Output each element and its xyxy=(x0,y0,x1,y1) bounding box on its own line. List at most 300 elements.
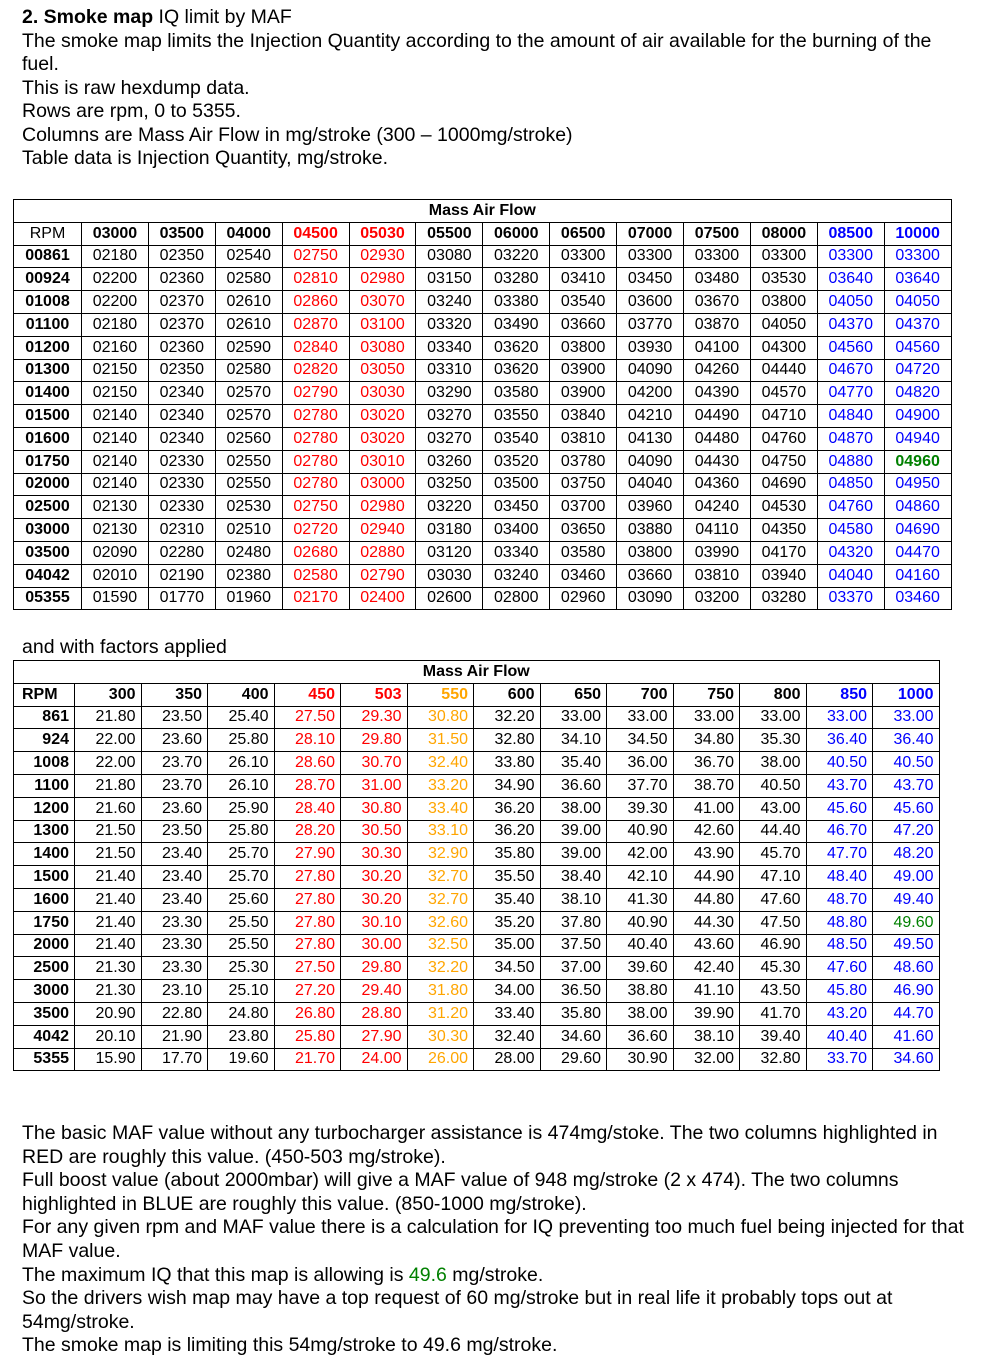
iq-cell: 02560 xyxy=(215,427,282,450)
iq-cell: 45.80 xyxy=(806,980,873,1003)
iq-cell: 27.20 xyxy=(274,980,341,1003)
iq-cell: 03080 xyxy=(349,336,416,359)
iq-cell: 34.90 xyxy=(474,774,541,797)
table-row xyxy=(14,359,952,382)
iq-cell: 42.00 xyxy=(607,843,674,866)
iq-cell: 46.70 xyxy=(806,820,873,843)
iq-cell: 21.40 xyxy=(75,911,142,934)
iq-cell: 26.10 xyxy=(208,774,275,797)
iq-cell: 43.70 xyxy=(806,774,873,797)
iq-cell: 15.90 xyxy=(75,1048,142,1071)
iq-cell: 03480 xyxy=(684,268,751,291)
iq-cell: 34.80 xyxy=(673,729,740,752)
iq-cell: 48.60 xyxy=(873,957,940,980)
iq-cell: 03770 xyxy=(617,313,684,336)
iq-cell: 02780 xyxy=(282,450,349,473)
iq-cell: 03640 xyxy=(884,268,951,291)
explanation-paragraph xyxy=(22,1264,972,1288)
table-row xyxy=(14,245,952,268)
iq-cell: 31.20 xyxy=(407,1002,474,1025)
iq-cell: 03340 xyxy=(483,541,550,564)
iq-cell: 33.00 xyxy=(740,706,807,729)
table-row xyxy=(14,450,952,473)
iq-cell: 25.90 xyxy=(208,797,275,820)
iq-cell: 02170 xyxy=(282,587,349,610)
rpm-cell: 00861 xyxy=(14,245,82,268)
iq-cell: 04570 xyxy=(750,382,817,405)
iq-cell: 03520 xyxy=(483,450,550,473)
iq-cell: 02510 xyxy=(215,519,282,542)
iq-cell: 02790 xyxy=(282,382,349,405)
iq-cell: 02160 xyxy=(82,336,149,359)
iq-cell: 39.40 xyxy=(740,1025,807,1048)
iq-cell: 27.80 xyxy=(274,934,341,957)
iq-cell: 03540 xyxy=(483,427,550,450)
iq-cell: 03050 xyxy=(349,359,416,382)
iq-cell: 33.00 xyxy=(540,706,607,729)
iq-cell: 04300 xyxy=(750,336,817,359)
iq-cell: 21.50 xyxy=(75,843,142,866)
iq-cell: 38.40 xyxy=(540,866,607,889)
iq-cell: 02370 xyxy=(148,313,215,336)
iq-cell: 03450 xyxy=(483,496,550,519)
iq-cell: 44.70 xyxy=(873,1002,940,1025)
iq-cell: 37.50 xyxy=(540,934,607,957)
iq-cell: 03650 xyxy=(550,519,617,542)
iq-cell: 23.50 xyxy=(141,706,208,729)
iq-cell: 43.90 xyxy=(673,843,740,866)
iq-cell: 25.60 xyxy=(208,888,275,911)
iq-cell: 23.40 xyxy=(141,866,208,889)
iq-cell: 04770 xyxy=(817,382,884,405)
rpm-cell: 1750 xyxy=(14,911,75,934)
iq-cell: 03090 xyxy=(617,587,684,610)
table-row xyxy=(14,866,940,889)
iq-cell: 03410 xyxy=(550,268,617,291)
iq-cell: 28.80 xyxy=(341,1002,408,1025)
iq-cell: 33.00 xyxy=(873,706,940,729)
rpm-cell: 3500 xyxy=(14,1002,75,1025)
iq-cell: 02180 xyxy=(82,245,149,268)
table-row xyxy=(14,382,952,405)
iq-cell: 43.70 xyxy=(873,774,940,797)
iq-cell: 03380 xyxy=(483,291,550,314)
rpm-cell: 2000 xyxy=(14,934,75,957)
iq-cell: 47.20 xyxy=(873,820,940,843)
iq-cell: 46.90 xyxy=(873,980,940,1003)
table-row xyxy=(14,934,940,957)
iq-cell: 21.40 xyxy=(75,866,142,889)
iq-cell: 03220 xyxy=(416,496,483,519)
maf-column-header: 450 xyxy=(274,683,341,706)
iq-cell: 43.50 xyxy=(740,980,807,1003)
iq-cell: 02190 xyxy=(148,564,215,587)
iq-cell: 41.30 xyxy=(607,888,674,911)
iq-cell: 02010 xyxy=(82,564,149,587)
iq-cell: 33.10 xyxy=(407,820,474,843)
iq-cell: 04110 xyxy=(684,519,751,542)
table-row xyxy=(14,888,940,911)
iq-cell: 47.60 xyxy=(740,888,807,911)
iq-cell: 30.30 xyxy=(341,843,408,866)
iq-cell: 03580 xyxy=(550,541,617,564)
iq-cell: 22.00 xyxy=(75,752,142,775)
iq-cell: 03810 xyxy=(684,564,751,587)
iq-cell: 36.60 xyxy=(607,1025,674,1048)
iq-cell: 02130 xyxy=(82,496,149,519)
iq-cell: 03800 xyxy=(750,291,817,314)
iq-cell: 23.30 xyxy=(141,957,208,980)
iq-cell: 49.60 xyxy=(873,911,940,934)
iq-cell: 03000 xyxy=(349,473,416,496)
iq-cell: 32.70 xyxy=(407,866,474,889)
iq-cell: 04530 xyxy=(750,496,817,519)
iq-cell: 41.60 xyxy=(873,1025,940,1048)
maf-column-header: 10000 xyxy=(884,222,951,245)
iq-cell: 03670 xyxy=(684,291,751,314)
iq-cell: 04850 xyxy=(817,473,884,496)
iq-cell: 34.10 xyxy=(540,729,607,752)
iq-cell: 03020 xyxy=(349,405,416,428)
iq-cell: 04470 xyxy=(884,541,951,564)
iq-cell: 25.50 xyxy=(208,911,275,934)
iq-cell: 36.00 xyxy=(607,752,674,775)
iq-cell: 23.70 xyxy=(141,752,208,775)
maf-column-header: 07000 xyxy=(617,222,684,245)
iq-cell: 49.40 xyxy=(873,888,940,911)
iq-cell: 02340 xyxy=(148,427,215,450)
iq-cell: 03010 xyxy=(349,450,416,473)
explanation-paragraph: The smoke map is limiting this 54mg/stroke to 49.6 mg/stroke. xyxy=(22,1334,558,1357)
table-row xyxy=(14,313,952,336)
iq-cell: 03290 xyxy=(416,382,483,405)
iq-cell: 02750 xyxy=(282,245,349,268)
iq-cell: 26.00 xyxy=(407,1048,474,1071)
rpm-cell: 01100 xyxy=(14,313,82,336)
iq-cell: 03660 xyxy=(617,564,684,587)
rpm-cell: 01500 xyxy=(14,405,82,428)
rpm-cell: 4042 xyxy=(14,1025,75,1048)
rpm-cell: 00924 xyxy=(14,268,82,291)
iq-cell: 35.50 xyxy=(474,866,541,889)
iq-cell: 36.20 xyxy=(474,797,541,820)
iq-cell: 02780 xyxy=(282,405,349,428)
iq-cell: 30.80 xyxy=(341,797,408,820)
rpm-cell: 2500 xyxy=(14,957,75,980)
iq-cell: 03100 xyxy=(349,313,416,336)
iq-cell: 02200 xyxy=(82,268,149,291)
table-row xyxy=(14,496,952,519)
iq-cell: 21.40 xyxy=(75,934,142,957)
iq-cell: 04840 xyxy=(817,405,884,428)
iq-cell: 03030 xyxy=(416,564,483,587)
table-row xyxy=(14,405,952,428)
maf-column-header: 05030 xyxy=(349,222,416,245)
iq-cell: 23.60 xyxy=(141,729,208,752)
iq-cell: 29.30 xyxy=(341,706,408,729)
iq-cell: 04260 xyxy=(684,359,751,382)
maf-column-header: 400 xyxy=(208,683,275,706)
maf-column-header: 850 xyxy=(806,683,873,706)
iq-cell: 03080 xyxy=(416,245,483,268)
table-row xyxy=(14,729,940,752)
rpm-cell: 3000 xyxy=(14,980,75,1003)
factors-label: and with factors applied xyxy=(22,636,227,658)
iq-cell: 32.90 xyxy=(407,843,474,866)
iq-cell: 02530 xyxy=(215,496,282,519)
iq-cell: 42.60 xyxy=(673,820,740,843)
iq-cell: 28.20 xyxy=(274,820,341,843)
iq-cell: 03810 xyxy=(550,427,617,450)
iq-cell: 33.00 xyxy=(607,706,674,729)
maf-column-header: 503 xyxy=(341,683,408,706)
iq-cell: 32.60 xyxy=(407,911,474,934)
iq-cell: 03460 xyxy=(884,587,951,610)
iq-cell: 32.70 xyxy=(407,888,474,911)
iq-cell: 03270 xyxy=(416,405,483,428)
iq-cell: 42.40 xyxy=(673,957,740,980)
rpm-cell: 01008 xyxy=(14,291,82,314)
iq-cell: 04350 xyxy=(750,519,817,542)
rpm-cell: 01300 xyxy=(14,359,82,382)
iq-cell: 38.00 xyxy=(740,752,807,775)
iq-cell: 34.00 xyxy=(474,980,541,1003)
iq-cell: 02130 xyxy=(82,519,149,542)
section-heading xyxy=(22,6,972,30)
iq-cell: 02790 xyxy=(349,564,416,587)
iq-cell: 02550 xyxy=(215,450,282,473)
rpm-header: RPM xyxy=(14,222,82,245)
iq-cell: 04560 xyxy=(884,336,951,359)
iq-cell: 38.10 xyxy=(673,1025,740,1048)
iq-cell: 04360 xyxy=(684,473,751,496)
iq-cell: 23.40 xyxy=(141,843,208,866)
iq-cell: 03880 xyxy=(617,519,684,542)
table-row xyxy=(14,1025,940,1048)
iq-cell: 04860 xyxy=(884,496,951,519)
iq-cell: 02480 xyxy=(215,541,282,564)
iq-cell: 03530 xyxy=(750,268,817,291)
iq-cell: 02860 xyxy=(282,291,349,314)
iq-cell: 35.40 xyxy=(540,752,607,775)
iq-cell: 02800 xyxy=(483,587,550,610)
maf-column-header: 650 xyxy=(540,683,607,706)
rpm-cell: 01750 xyxy=(14,450,82,473)
iq-cell: 02680 xyxy=(282,541,349,564)
iq-cell: 02570 xyxy=(215,405,282,428)
iq-cell: 36.60 xyxy=(540,774,607,797)
iq-cell: 26.80 xyxy=(274,1002,341,1025)
iq-cell: 03300 xyxy=(617,245,684,268)
iq-cell: 02980 xyxy=(349,268,416,291)
iq-cell: 02940 xyxy=(349,519,416,542)
iq-cell: 02610 xyxy=(215,313,282,336)
iq-cell: 39.30 xyxy=(607,797,674,820)
iq-cell: 40.40 xyxy=(806,1025,873,1048)
maf-column-header: 1000 xyxy=(873,683,940,706)
iq-cell: 20.90 xyxy=(75,1002,142,1025)
iq-cell: 04940 xyxy=(884,427,951,450)
intro-line: Table data is Injection Quantity, mg/stroke. xyxy=(22,147,388,169)
iq-cell: 04040 xyxy=(817,564,884,587)
table-row xyxy=(14,268,952,291)
iq-cell: 02570 xyxy=(215,382,282,405)
table-row xyxy=(14,336,952,359)
iq-cell: 43.20 xyxy=(806,1002,873,1025)
iq-cell: 03280 xyxy=(750,587,817,610)
table-row xyxy=(14,911,940,934)
iq-cell: 03460 xyxy=(550,564,617,587)
iq-cell: 02310 xyxy=(148,519,215,542)
iq-cell: 22.00 xyxy=(75,729,142,752)
iq-cell: 34.60 xyxy=(540,1025,607,1048)
iq-cell: 47.70 xyxy=(806,843,873,866)
table-row xyxy=(14,843,940,866)
iq-cell: 04950 xyxy=(884,473,951,496)
iq-cell: 35.30 xyxy=(740,729,807,752)
iq-cell: 34.50 xyxy=(474,957,541,980)
iq-cell: 40.90 xyxy=(607,911,674,934)
iq-cell: 04580 xyxy=(817,519,884,542)
rpm-cell: 03500 xyxy=(14,541,82,564)
iq-cell: 30.00 xyxy=(341,934,408,957)
iq-cell: 33.20 xyxy=(407,774,474,797)
intro-line: The smoke map limits the Injection Quantity according to the amount of air available for the burning of the fuel. xyxy=(22,29,932,75)
iq-cell: 23.80 xyxy=(208,1025,275,1048)
iq-cell: 02340 xyxy=(148,382,215,405)
iq-cell: 21.70 xyxy=(274,1048,341,1071)
factor-applied-table xyxy=(13,660,940,1071)
iq-cell: 03250 xyxy=(416,473,483,496)
iq-cell: 25.10 xyxy=(208,980,275,1003)
iq-cell: 04090 xyxy=(617,359,684,382)
iq-cell: 29.80 xyxy=(341,957,408,980)
iq-cell: 44.40 xyxy=(740,820,807,843)
iq-cell: 04750 xyxy=(750,450,817,473)
rpm-cell: 1200 xyxy=(14,797,75,820)
iq-cell: 44.30 xyxy=(673,911,740,934)
iq-cell: 44.90 xyxy=(673,866,740,889)
maf-column-header: 04000 xyxy=(215,222,282,245)
iq-cell: 32.20 xyxy=(474,706,541,729)
iq-cell: 04050 xyxy=(884,291,951,314)
iq-cell: 02090 xyxy=(82,541,149,564)
iq-cell: 31.50 xyxy=(407,729,474,752)
maf-column-header: 600 xyxy=(474,683,541,706)
maf-column-header: 08000 xyxy=(750,222,817,245)
iq-cell: 03240 xyxy=(483,564,550,587)
iq-cell: 27.90 xyxy=(274,843,341,866)
iq-cell: 46.90 xyxy=(740,934,807,957)
maf-column-header: 350 xyxy=(141,683,208,706)
iq-cell: 04720 xyxy=(884,359,951,382)
iq-cell: 02340 xyxy=(148,405,215,428)
iq-cell: 28.00 xyxy=(474,1048,541,1071)
iq-cell: 30.70 xyxy=(341,752,408,775)
iq-cell: 02820 xyxy=(282,359,349,382)
iq-cell: 33.40 xyxy=(474,1002,541,1025)
iq-cell: 21.30 xyxy=(75,957,142,980)
iq-cell: 28.10 xyxy=(274,729,341,752)
iq-cell: 03370 xyxy=(817,587,884,610)
iq-cell: 04100 xyxy=(684,336,751,359)
iq-cell: 04050 xyxy=(817,291,884,314)
iq-cell: 04490 xyxy=(684,405,751,428)
iq-cell: 33.00 xyxy=(806,706,873,729)
iq-cell: 23.30 xyxy=(141,934,208,957)
explanation-paragraph: For any given rpm and MAF value there is a calculation for IQ preventing too much fuel being injected for that MAF value. xyxy=(22,1216,964,1262)
iq-cell: 03180 xyxy=(416,519,483,542)
iq-cell: 03550 xyxy=(483,405,550,428)
iq-cell: 02360 xyxy=(148,268,215,291)
iq-cell: 32.80 xyxy=(474,729,541,752)
iq-cell: 30.80 xyxy=(407,706,474,729)
iq-cell: 23.30 xyxy=(141,911,208,934)
iq-cell: 36.40 xyxy=(806,729,873,752)
rpm-cell: 01400 xyxy=(14,382,82,405)
heading-rest: IQ limit by MAF xyxy=(153,6,292,28)
explanation-paragraph: Full boost value (about 2000mbar) will give a MAF value of 948 mg/stroke (2 x 474). The two columns highlighted in BLUE are roughly this value. (850-1000 mg/stroke). xyxy=(22,1169,899,1215)
iq-cell: 47.60 xyxy=(806,957,873,980)
rpm-cell: 05355 xyxy=(14,587,82,610)
iq-cell: 41.00 xyxy=(673,797,740,820)
iq-cell: 03600 xyxy=(617,291,684,314)
rpm-cell: 1100 xyxy=(14,774,75,797)
table-row xyxy=(14,291,952,314)
iq-cell: 03300 xyxy=(884,245,951,268)
iq-cell: 03840 xyxy=(550,405,617,428)
explanation-paragraph: The basic MAF value without any turbocharger assistance is 474mg/stoke. The two columns highlighted in RED are roughly this value. (450-503 mg/stroke). xyxy=(22,1122,938,1168)
iq-cell: 04160 xyxy=(884,564,951,587)
iq-cell: 02550 xyxy=(215,473,282,496)
iq-cell: 27.50 xyxy=(274,706,341,729)
iq-cell: 33.00 xyxy=(673,706,740,729)
iq-cell: 38.80 xyxy=(607,980,674,1003)
explanation-paragraph: So the drivers wish map may have a top request of 60 mg/stroke but in real life it probably tops out at 54mg/stroke. xyxy=(22,1287,893,1333)
iq-cell: 03310 xyxy=(416,359,483,382)
iq-cell: 31.80 xyxy=(407,980,474,1003)
maf-column-header: 03000 xyxy=(82,222,149,245)
iq-cell: 37.70 xyxy=(607,774,674,797)
iq-cell: 25.40 xyxy=(208,706,275,729)
iq-cell: 48.20 xyxy=(873,843,940,866)
intro-line: Columns are Mass Air Flow in mg/stroke (300 – 1000mg/stroke) xyxy=(22,123,573,146)
iq-cell: 03780 xyxy=(550,450,617,473)
iq-cell: 03620 xyxy=(483,359,550,382)
iq-cell: 02330 xyxy=(148,473,215,496)
iq-cell: 38.70 xyxy=(673,774,740,797)
iq-cell: 03300 xyxy=(750,245,817,268)
iq-cell: 36.70 xyxy=(673,752,740,775)
iq-cell: 26.10 xyxy=(208,752,275,775)
iq-cell: 03800 xyxy=(550,336,617,359)
iq-cell: 48.50 xyxy=(806,934,873,957)
iq-cell: 02880 xyxy=(349,541,416,564)
table-row xyxy=(14,797,940,820)
iq-cell: 03580 xyxy=(483,382,550,405)
iq-cell: 29.60 xyxy=(540,1048,607,1071)
iq-cell: 02870 xyxy=(282,313,349,336)
iq-cell: 02370 xyxy=(148,291,215,314)
iq-cell: 04690 xyxy=(750,473,817,496)
iq-cell: 03450 xyxy=(617,268,684,291)
maf-column-header: 06500 xyxy=(550,222,617,245)
iq-cell: 03990 xyxy=(684,541,751,564)
iq-cell: 04760 xyxy=(750,427,817,450)
iq-cell: 34.60 xyxy=(873,1048,940,1071)
iq-cell: 30.30 xyxy=(407,1025,474,1048)
iq-cell: 21.90 xyxy=(141,1025,208,1048)
